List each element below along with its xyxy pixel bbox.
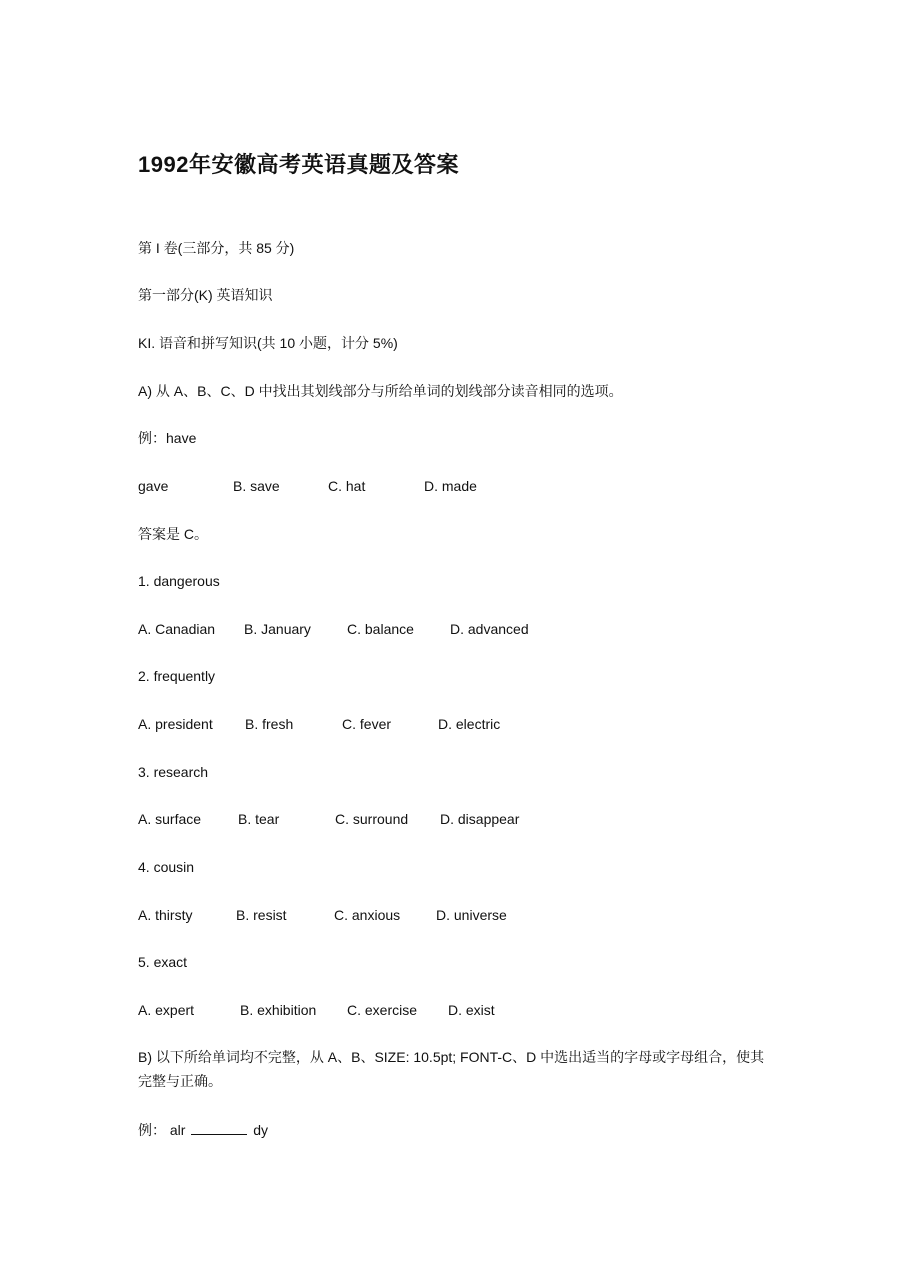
part-heading: 第一部分(K) 英语知识 [138,287,273,303]
option: D. advanced [450,621,529,637]
option: C. anxious [334,907,401,923]
example-b [138,1120,268,1140]
question-stem: 5. exact [138,954,188,970]
option: D. universe [436,907,507,923]
option: C. fever [342,716,392,732]
example-option: gave [138,478,169,494]
option: A. surface [138,811,202,827]
option: C. exercise [347,1002,418,1018]
option: B. January [244,621,311,637]
question-stem: 3. research [138,764,209,780]
question-options [138,714,778,734]
instruction-b: B) 以下所给单词均不完整，从 A、B、SIZE: 10.5pt; FONT-C、D 中选出适当的字母或字母组合，使其完整与正确。 [138,1049,765,1089]
example-options [138,476,778,496]
fill-blank [191,1120,247,1135]
document-title: 1992年安徽高考英语真题及答案 [138,152,459,177]
section-heading: 第 I 卷(三部分，共 85 分) [138,240,295,256]
question-stem: 4. cousin [138,859,195,875]
example-option: B. save [233,478,280,494]
option: B. tear [238,811,280,827]
question-stem: 1. dangerous [138,573,220,589]
question-options [138,619,778,639]
question-options [138,1000,778,1020]
option: D. disappear [440,811,520,827]
question-options [138,809,778,829]
option: A. expert [138,1002,195,1018]
option: C. balance [347,621,414,637]
example-b-suffix: dy [253,1122,269,1138]
option: D. exist [448,1002,495,1018]
option: A. president [138,716,213,732]
question-options [138,905,778,925]
example-label: 例：have [138,430,197,446]
example-answer: 答案是 C。 [138,526,208,542]
subsection-heading: KI. 语音和拼写知识(共 10 小题，计分 5%) [138,335,398,351]
instruction-a: A) 从 A、B、C、D 中找出其划线部分与所给单词的划线部分读音相同的选项。 [138,383,623,399]
option: A. Canadian [138,621,216,637]
option: B. fresh [245,716,294,732]
example-option: C. hat [328,478,366,494]
option: D. electric [438,716,501,732]
example-b-label: 例： alr [138,1122,186,1138]
example-option: D. made [424,478,477,494]
option: B. exhibition [240,1002,317,1018]
option: C. surround [335,811,409,827]
option: B. resist [236,907,287,923]
question-stem: 2. frequently [138,668,216,684]
option: A. thirsty [138,907,193,923]
